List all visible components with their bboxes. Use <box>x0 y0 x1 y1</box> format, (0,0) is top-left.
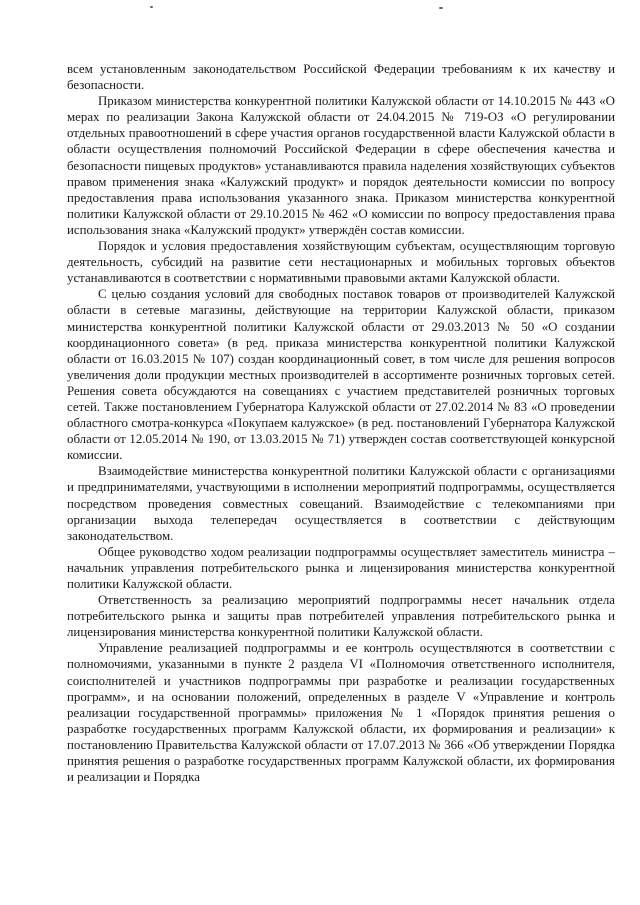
paragraph-responsibility: Ответственность за реализацию мероприятий подпрограммы несет начальник отдела потребительского рынка и защиты прав потребителей управления потребительского рынка и лицензирования министерства конкурентной политики Калужской области. <box>67 593 615 640</box>
paragraph-quality-requirements: всем установленным законодательством Российской Федерации требованиям к их качеству и безопасности. <box>67 62 615 93</box>
paragraph-coordination-council: С целью создания условий для свободных поставок товаров от производителей Калужской области в сетевые магазины, действующие на территории Калужской области, приказом министерства конкурентной политики Калужской области от 29.03.2013 № 50 «О создании координационного совета» (в ред. приказа министерства конкурентной политики Калужской области от 16.03.2015 № 107) создан координационный совет, в том числе для решения вопросов увеличения доли продукции местных производителей в ассортименте розничных торговых сетей. Решения совета обсуждаются на совещаниях с участием представителей розничных торговых сетей. Также постановлением Губернатора Калужской области от 27.02.2014 № 83 «О проведении областного смотра-конкурса «Покупаем калужское» (в ред. постановлений Губернатора Калужской области от 12.05.2014 № 190, от 13.03.2015 № 71) утвержден состав соответствующей конкурсной комиссии. <box>67 287 615 463</box>
paragraph-kaluga-product-order: Приказом министерства конкурентной политики Калужской области от 14.10.2015 № 443 «О мерах по реализации Закона Калужской области от 24.04.2015 № 719-ОЗ «О регулировании отдельных правоотношений в сфере участия органов государственной власти Калужской области в области осуществления полномочий Российской Федерации в сфере обеспечения качества и безопасности пищевых продуктов» устанавливаются правила наделения хозяйствующих субъектов правом применения знака «Калужский продукт» и порядок деятельности комиссии по вопросу предоставления права использования указанного знака. Приказом министерства конкурентной политики Калужской области от 29.10.2015 № 462 «О комиссии по вопросу предоставления права использования знака «Калужский продукт» утверждён состав комиссии. <box>67 94 615 237</box>
paragraph-program-management: Управление реализацией подпрограммы и ее контроль осуществляются в соответствии с полномочиями, указанными в пункте 2 раздела VI «Полномочия ответственного исполнителя, соисполнителей и участников подпрограммы при разработке и реализации государственных программ», и на основании положений, определенных в разделе V «Управление и контроль реализации государственной программы» приложения № 1 «Порядок принятия решения о разработке государственных программ Калужской области, их формирования и реализации» к постановлению Правительства Калужской области от 17.07.2013 № 366 «Об утверждении Порядка принятия решения о разработке государственных программ Калужской области, их формирования и реализации и Порядка <box>67 641 615 785</box>
scan-speck <box>150 6 153 8</box>
scan-speck <box>439 7 443 9</box>
paragraph-interaction: Взаимодействие министерства конкурентной политики Калужской области с организациями и предпринимателями, участвующими в исполнении мероприятий подпрограммы, осуществляется посредством проведения совместных совещаний. Взаимодействие с телекомпаниями при организации выхода телепередач осуществляется в соответствии с действующим законодательством. <box>67 464 615 543</box>
document-body <box>67 61 615 785</box>
paragraph-general-management: Общее руководство ходом реализации подпрограммы осуществляет заместитель министра – начальник управления потребительского рынка и лицензирования министерства конкурентной политики Калужской области. <box>67 544 615 591</box>
paragraph-subsidies: Порядок и условия предоставления хозяйствующим субъектам, осуществляющим торговую деятельность, субсидий на развитие сети нестационарных и мобильных торговых объектов устанавливаются в соответствии с нормативными правовыми актами Калужской области. <box>67 239 615 286</box>
